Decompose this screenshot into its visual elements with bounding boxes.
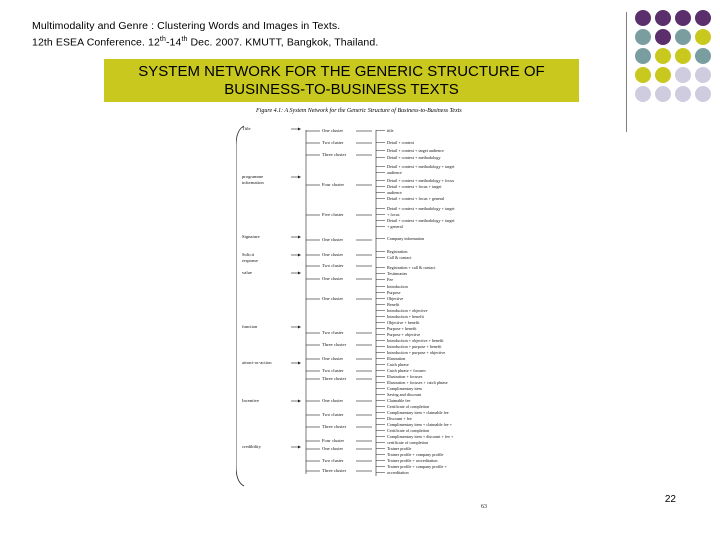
decorative-dot <box>695 29 711 45</box>
slide-title-box <box>104 59 579 102</box>
decorative-dot <box>675 67 691 83</box>
vertical-divider <box>626 12 627 132</box>
realization-label: Complimentary item + claimable fee <box>387 410 449 415</box>
header-line2-pre: 12th ESEA Conference. 12 <box>32 36 160 49</box>
realization-label: title <box>387 128 394 133</box>
realization-label: Illustration <box>387 356 406 361</box>
arrow-head <box>298 326 301 329</box>
arrow-head <box>298 362 301 365</box>
decorative-dot <box>675 48 691 64</box>
arrow-head <box>298 400 301 403</box>
realization-label: Purpose + objective <box>387 332 421 337</box>
decorative-dot <box>675 10 691 26</box>
decorative-dot <box>695 86 711 102</box>
realization-label: Objective + benefit <box>387 320 420 325</box>
decorative-dot-grid <box>635 10 719 104</box>
header-sup2: th <box>181 36 188 43</box>
cluster-label: One cluster <box>322 296 344 301</box>
realization-label: Certificate of completion <box>387 404 430 409</box>
header-sup1: th <box>159 36 166 43</box>
cluster-label: Two cluster <box>322 412 344 417</box>
element-label: Solicit <box>242 252 254 257</box>
element-label: information <box>242 180 264 185</box>
element-label: value <box>242 270 252 275</box>
arrow-head <box>298 176 301 179</box>
realization-label: Detail + context + methodology + target <box>387 206 455 211</box>
decorative-dot <box>635 10 651 26</box>
header-conference-line2 <box>32 36 378 49</box>
decorative-dot <box>635 67 651 83</box>
realization-label: Detail + context + methodology + focus <box>387 178 455 183</box>
realization-label: Detail + context + methodology + target <box>387 164 455 169</box>
realization-label: Trainer profile + company profile + <box>387 464 447 469</box>
realization-label: Detail + context + methodology + target <box>387 218 455 223</box>
cluster-label: One cluster <box>322 128 344 133</box>
system-network-diagram <box>236 106 506 516</box>
realization-label: audience <box>387 190 402 195</box>
realization-label: + focus <box>387 212 400 217</box>
decorative-dot <box>695 67 711 83</box>
realization-label: Saving and discount <box>387 392 421 397</box>
slide-number: 22 <box>664 494 676 505</box>
arrow-head <box>298 128 301 131</box>
cluster-label: Four cluster <box>322 438 345 443</box>
decorative-dot <box>655 67 671 83</box>
realization-label: Claimable fee <box>387 398 411 403</box>
decorative-dot <box>635 29 651 45</box>
realization-label: Complimentary item + claimable fee + <box>387 422 453 427</box>
cluster-label: Five cluster <box>322 212 344 217</box>
header-conference-line1: Multimodality and Genre : Clustering Words and Images in Texts. <box>32 20 341 32</box>
element-label: programme <box>242 174 264 179</box>
realization-label: Registration <box>387 249 408 254</box>
cluster-label: Three cluster <box>322 376 347 381</box>
figure-caption: Figure 4.1: A System Network for the Generic Structure of Business-to-Business Texts <box>256 108 462 114</box>
cluster-label: One cluster <box>322 237 344 242</box>
realization-label: Benefit <box>387 302 400 307</box>
realization-label: Trainer profile + accreditation <box>387 458 438 463</box>
header-line2-post: Dec. 2007. KMUTT, Bangkok, Thailand. <box>187 36 379 49</box>
slide-title-line1: SYSTEM NETWORK FOR THE GENERIC STRUCTURE OF <box>138 63 545 80</box>
element-label: function <box>242 324 258 329</box>
cluster-label: Two cluster <box>322 263 344 268</box>
cluster-label: Three cluster <box>322 424 347 429</box>
realization-label: Introduction <box>387 284 408 289</box>
realization-label: Introduction + objective <box>387 308 428 313</box>
cluster-label: One cluster <box>322 252 344 257</box>
system-network-figure <box>236 106 506 516</box>
realization-label: Introduction + benefit <box>387 314 424 319</box>
realization-label: Discount + fee <box>387 416 412 421</box>
element-label: attract-or-action <box>242 360 272 365</box>
arrow-head <box>298 446 301 449</box>
decorative-dot <box>655 10 671 26</box>
realization-label: + general <box>387 224 403 229</box>
cluster-label: Two cluster <box>322 140 344 145</box>
cluster-label: One cluster <box>322 356 344 361</box>
realization-label: Detail + context <box>387 140 415 145</box>
realization-label: Introduction + purpose + objective <box>387 350 446 355</box>
realization-label: Call & contact <box>387 255 412 260</box>
cluster-label: Four cluster <box>322 182 345 187</box>
realization-label: Certificate of completion <box>387 428 430 433</box>
realization-label: Catch phrase + focuses <box>387 368 426 373</box>
realization-label: Fee <box>387 277 394 282</box>
realization-label: accreditation <box>387 470 409 475</box>
decorative-dot <box>675 29 691 45</box>
realization-label: Introduction + objective + benefit <box>387 338 444 343</box>
realization-label: audience <box>387 170 402 175</box>
element-label: Incentive <box>242 398 260 403</box>
header-line2-mid: -14 <box>165 36 182 49</box>
decorative-dot <box>655 48 671 64</box>
cluster-label: Two cluster <box>322 458 344 463</box>
slide-title-line2: BUSINESS-TO-BUSINESS TEXTS <box>224 81 459 98</box>
realization-label: Testimonies <box>387 271 408 276</box>
realization-label: Trainer profile <box>387 446 412 451</box>
realization-label: Detail + context + focus + general <box>387 196 445 201</box>
realization-label: Purpose + benefit <box>387 326 417 331</box>
decorative-dot <box>635 48 651 64</box>
cluster-label: One cluster <box>322 446 344 451</box>
arrow-head <box>298 272 301 275</box>
element-label: Signature <box>242 234 260 239</box>
decorative-dot <box>695 10 711 26</box>
cluster-label: Two cluster <box>322 330 344 335</box>
decorative-dot <box>655 86 671 102</box>
realization-label: Illustration + focuses <box>387 374 423 379</box>
decorative-dot <box>635 86 651 102</box>
element-label: Title <box>242 126 251 131</box>
realization-label: Detail + context + target audience <box>387 148 444 153</box>
realization-label: Purpose <box>387 290 401 295</box>
cluster-label: One cluster <box>322 276 344 281</box>
arrow-head <box>298 254 301 257</box>
decorative-dot <box>675 86 691 102</box>
figure-page-number: 63 <box>481 504 487 510</box>
realization-label: Company information <box>387 236 425 241</box>
realization-label: certificate of completion <box>387 440 429 445</box>
cluster-label: Three cluster <box>322 152 347 157</box>
arrow-head <box>298 236 301 239</box>
cluster-label: One cluster <box>322 398 344 403</box>
realization-label: Trainer profile + company profile <box>387 452 444 457</box>
realization-label: Introduction + purpose + benefit <box>387 344 442 349</box>
cluster-label: Three cluster <box>322 468 347 473</box>
realization-label: Complimentary item <box>387 386 422 391</box>
realization-label: Registration + call & contact <box>387 265 436 270</box>
cluster-label: Two cluster <box>322 368 344 373</box>
decorative-dot <box>695 48 711 64</box>
decorative-dot <box>655 29 671 45</box>
realization-label: Catch phrase <box>387 362 409 367</box>
realization-label: Detail + context + methodology <box>387 155 441 160</box>
realization-label: Illustration + focuses + catch phrase <box>387 380 448 385</box>
element-label: response <box>242 258 259 263</box>
element-label: credibility <box>242 444 261 449</box>
cluster-label: Three cluster <box>322 342 347 347</box>
realization-label: Detail + context + focus + target <box>387 184 442 189</box>
realization-label: Objective <box>387 296 404 301</box>
realization-label: Complimentary item + discount + fee + <box>387 434 454 439</box>
